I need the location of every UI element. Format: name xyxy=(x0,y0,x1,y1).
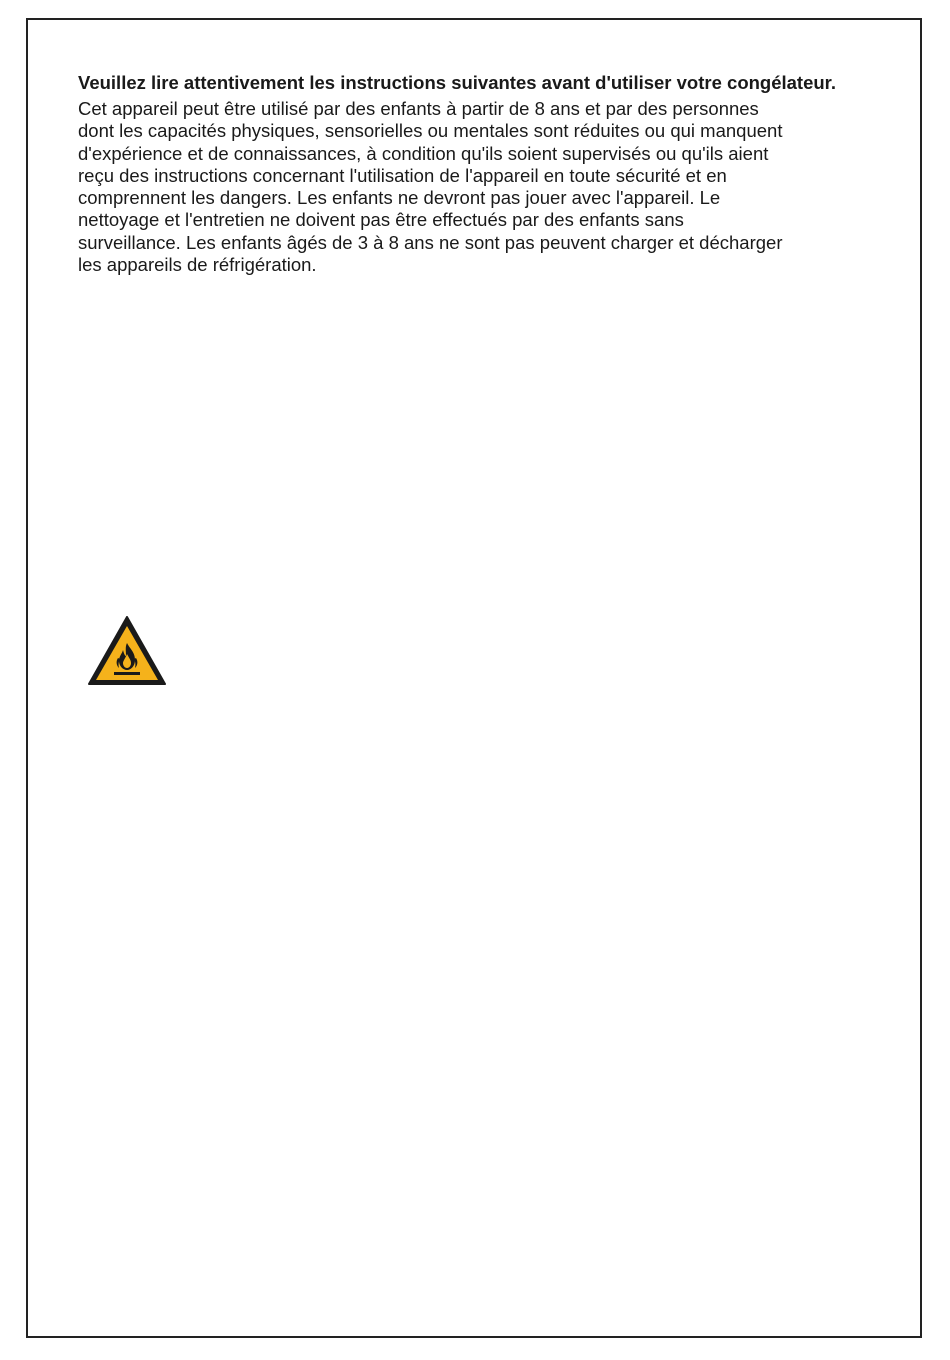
paragraph-line: comprennent les dangers. Les enfants ne devront pas jouer avec l'appareil. Le xyxy=(78,187,721,209)
paragraph-line: Cet appareil peut être utilisé par des enfants à partir de 8 ans et par des personnes xyxy=(78,98,759,119)
instructions-heading: Veuillez lire attentivement les instructions suivantes avant d'utiliser votre congélateur. xyxy=(78,72,837,93)
paragraph-line: reçu des instructions concernant l'utilisation de l'appareil en toute sécurité et en xyxy=(78,164,727,186)
paragraph-line: dont les capacités physiques, sensorielles ou mentales sont réduites ou qui manquent xyxy=(78,120,783,142)
paragraph-line: nettoyage et l'entretien ne doivent pas être effectués par des enfants sans xyxy=(78,209,684,231)
instructions-section xyxy=(78,72,878,276)
paragraph-line: les appareils de réfrigération. xyxy=(78,254,317,276)
flammable-warning-icon xyxy=(88,616,166,686)
instructions-paragraph xyxy=(78,98,878,276)
paragraph-line: d'expérience et de connaissances, à condition qu'ils soient supervisés ou qu'ils aient xyxy=(78,142,769,164)
paragraph-line: surveillance. Les enfants âgés de 3 à 8 ans ne sont pas peuvent charger et décharger xyxy=(78,231,783,253)
flame-base-line xyxy=(114,672,140,675)
